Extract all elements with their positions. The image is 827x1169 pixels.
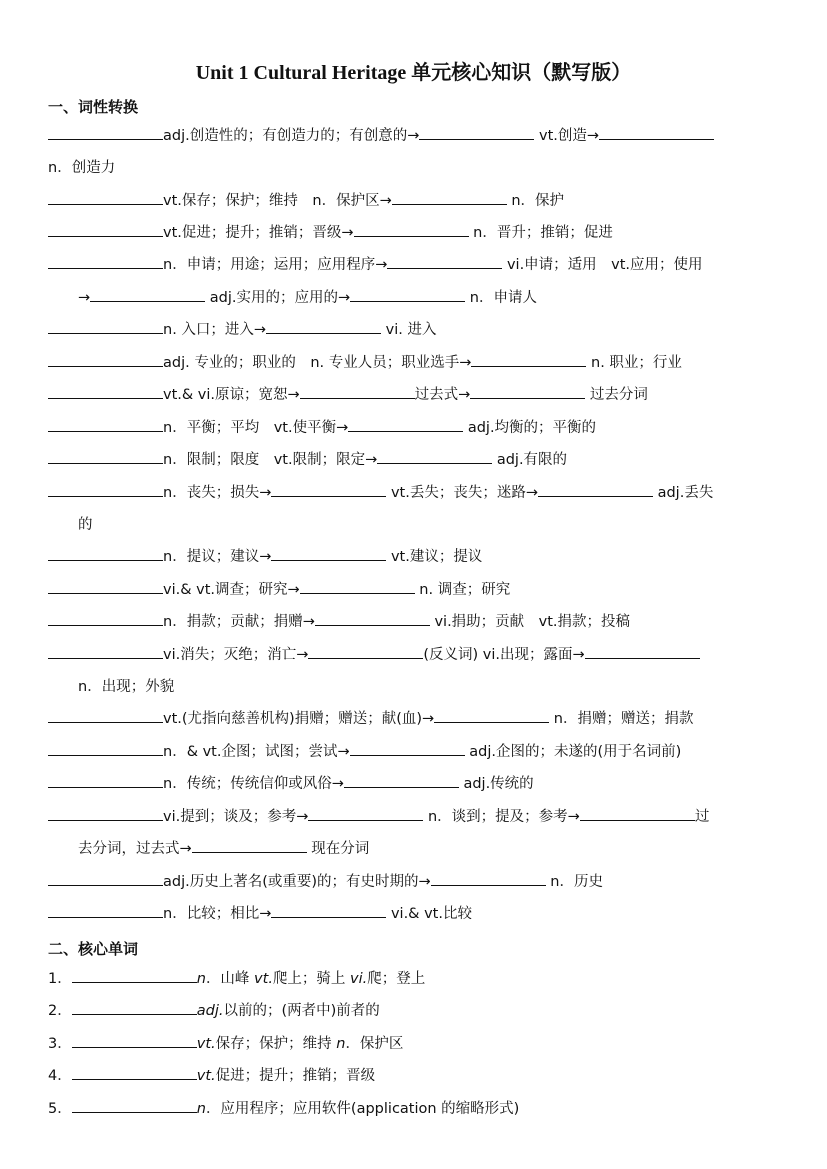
answer-blank[interactable] <box>48 482 163 497</box>
exercise-line: n. 入口；进入→ vi. 进入 <box>48 318 767 339</box>
answer-blank[interactable] <box>48 417 163 432</box>
answer-blank[interactable] <box>344 773 459 788</box>
answer-blank[interactable] <box>300 384 415 399</box>
answer-blank[interactable] <box>348 417 463 432</box>
answer-blank[interactable] <box>271 546 386 561</box>
answer-blank[interactable] <box>431 871 546 886</box>
vocab-item: 4． vt.促进；提升；推销；晋级 <box>48 1064 767 1085</box>
answer-blank[interactable] <box>48 579 163 594</box>
answer-blank[interactable] <box>599 125 714 140</box>
answer-blank[interactable] <box>72 1065 197 1080</box>
answer-blank[interactable] <box>48 773 163 788</box>
answer-blank[interactable] <box>72 968 197 983</box>
exercise-line: vt.& vi.原谅；宽恕→ 过去式→ 过去分词 <box>48 383 767 404</box>
answer-blank[interactable] <box>585 644 700 659</box>
answer-blank[interactable] <box>48 254 163 269</box>
exercise-line: n．平衡；平均 vt.使平衡→ adj.均衡的；平衡的 <box>48 416 767 437</box>
exercise-line: vt.保存；保护；维持 n．保护区→ n．保护 <box>48 189 767 210</box>
answer-blank[interactable] <box>377 449 492 464</box>
section-heading-core-words: 二、核心单词 <box>48 940 139 958</box>
answer-blank[interactable] <box>48 903 163 918</box>
answer-blank[interactable] <box>48 384 163 399</box>
answer-blank[interactable] <box>48 871 163 886</box>
exercise-line: n．丧失；损失→ vt.丢失；丧失；迷路→ adj.丢失 <box>48 481 767 502</box>
vocab-item: 2． adj.以前的；(两者中)前者的 <box>48 999 767 1020</box>
exercise-line: adj.创造性的；有创造力的；有创意的→ vt.创造→ <box>48 124 767 145</box>
answer-blank[interactable] <box>48 611 163 626</box>
answer-blank[interactable] <box>315 611 430 626</box>
answer-blank[interactable] <box>72 1033 197 1048</box>
answer-blank[interactable] <box>48 806 163 821</box>
vocab-item: 5． n．应用程序；应用软件(application 的缩略形式) <box>48 1097 767 1118</box>
exercise-line: n．比较；相比→ vi.& vt.比较 <box>48 902 767 923</box>
exercise-line: n．申请；用途；运用；应用程序→ vi.申请；适用 vt.应用；使用 <box>48 253 767 274</box>
answer-blank[interactable] <box>266 319 381 334</box>
answer-blank[interactable] <box>271 903 386 918</box>
vocab-item: 3． vt.保存；保护；维持 n．保护区 <box>48 1032 767 1053</box>
answer-blank[interactable] <box>300 579 415 594</box>
exercise-line: vt.(尤指向慈善机构)捐赠；赠送；献(血)→ n．捐赠；赠送；捐款 <box>48 707 767 728</box>
answer-blank[interactable] <box>392 190 507 205</box>
exercise-line: n．限制；限度 vt.限制；限定→ adj.有限的 <box>48 448 767 469</box>
answer-blank[interactable] <box>48 708 163 723</box>
answer-blank[interactable] <box>471 352 586 367</box>
answer-blank[interactable] <box>308 806 423 821</box>
answer-blank[interactable] <box>580 806 695 821</box>
answer-blank[interactable] <box>48 190 163 205</box>
exercise-line: n．捐款；贡献；捐赠→ vi.捐助；贡献 vt.捐款；投稿 <box>48 610 767 631</box>
exercise-line: n．传统；传统信仰或风俗→ adj.传统的 <box>48 772 767 793</box>
answer-blank[interactable] <box>48 644 163 659</box>
exercise-line: n．提议；建议→ vt.建议；提议 <box>48 545 767 566</box>
answer-blank[interactable] <box>192 838 307 853</box>
answer-blank[interactable] <box>538 482 653 497</box>
vocab-item: 1． n．山峰 vt.爬上；骑上 vi.爬；登上 <box>48 967 767 988</box>
answer-blank[interactable] <box>48 741 163 756</box>
answer-blank[interactable] <box>470 384 585 399</box>
exercise-line: vt.促进；提升；推销；晋级→ n．晋升；推销；促进 <box>48 221 767 242</box>
answer-blank[interactable] <box>48 449 163 464</box>
exercise-line: n．出现；外貌 <box>78 679 175 695</box>
answer-blank[interactable] <box>72 1000 197 1015</box>
answer-blank[interactable] <box>90 287 205 302</box>
answer-blank[interactable] <box>419 125 534 140</box>
answer-blank[interactable] <box>350 741 465 756</box>
answer-blank[interactable] <box>48 125 163 140</box>
exercise-line: vi.消失；灭绝；消亡→ (反义词) vi.出现；露面→ <box>48 643 767 664</box>
answer-blank[interactable] <box>354 222 469 237</box>
answer-blank[interactable] <box>48 352 163 367</box>
exercise-line: 的 <box>78 517 93 533</box>
answer-blank[interactable] <box>48 546 163 561</box>
answer-blank[interactable] <box>48 222 163 237</box>
exercise-line: n．创造力 <box>48 160 116 176</box>
answer-blank[interactable] <box>271 482 386 497</box>
answer-blank[interactable] <box>387 254 502 269</box>
answer-blank[interactable] <box>72 1098 197 1113</box>
answer-blank[interactable] <box>308 644 423 659</box>
exercise-line: adj. 专业的；职业的 n. 专业人员；职业选手→ n. 职业；行业 <box>48 351 767 372</box>
answer-blank[interactable] <box>48 319 163 334</box>
page-title: Unit 1 Cultural Heritage 单元核心知识（默写版） <box>195 62 632 84</box>
answer-blank[interactable] <box>350 287 465 302</box>
exercise-line: vi.& vt.调查；研究→ n. 调查；研究 <box>48 578 767 599</box>
exercise-line: → adj.实用的；应用的→ n．申请人 <box>78 286 767 307</box>
exercise-line: n．& vt.企图；试图；尝试→ adj.企图的；未遂的(用于名词前) <box>48 740 767 761</box>
exercise-line: vi.提到；谈及；参考→ n．谈到；提及；参考→ 过 <box>48 805 767 826</box>
section-heading-word-forms: 一、词性转换 <box>48 98 139 116</box>
exercise-line: 去分词，过去式→ 现在分词 <box>78 837 767 858</box>
answer-blank[interactable] <box>434 708 549 723</box>
exercise-line: adj.历史上著名(或重要)的；有史时期的→ n．历史 <box>48 870 767 891</box>
